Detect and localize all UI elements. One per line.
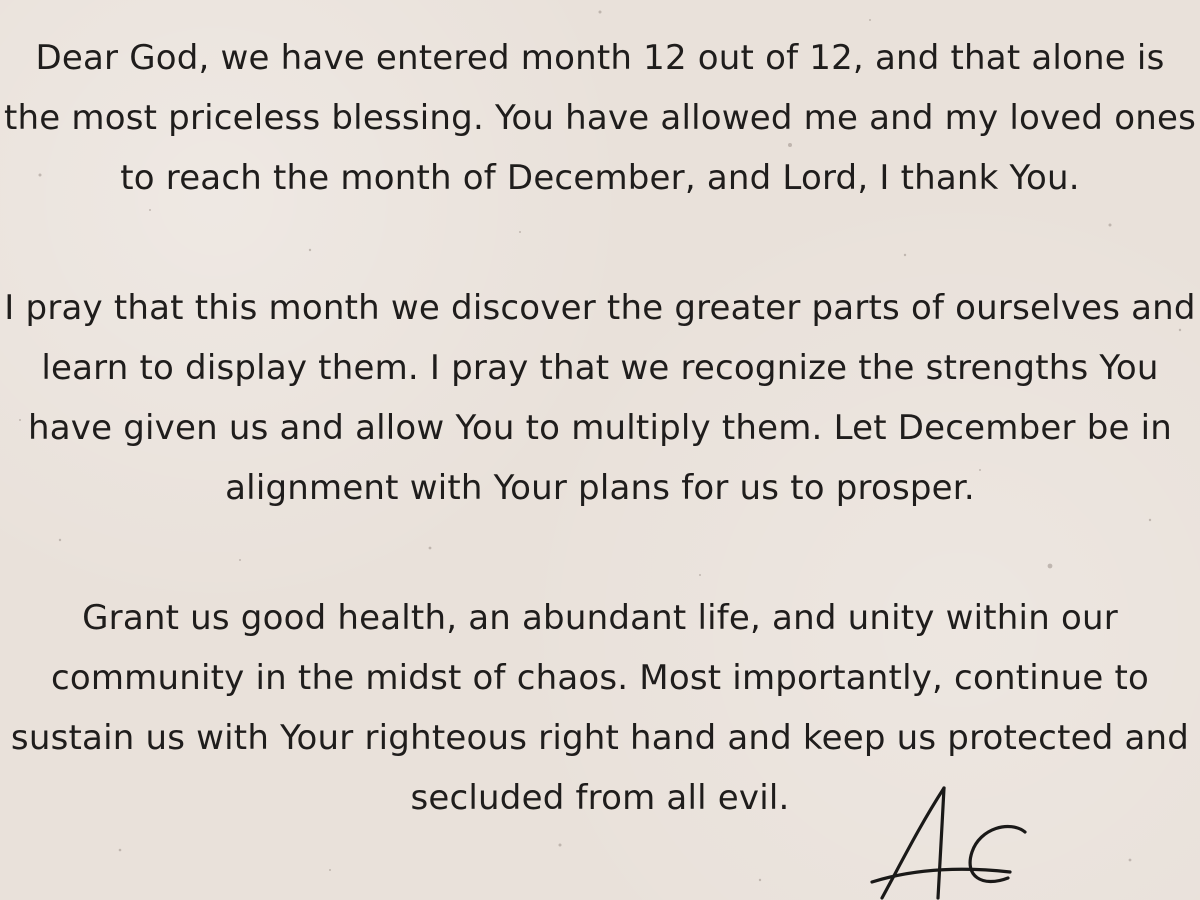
paragraph-line: Grant us good health, an abundant life, and unity within our [82,598,1118,638]
signature-monogram [860,770,1060,900]
paragraph-line: Dear God, we have entered month 12 out of 12, and that alone is [35,38,1165,78]
paragraph-line: to reach the month of December, and Lord, I thank You. [120,158,1080,198]
paragraph-line: alignment with Your plans for us to prosper. [225,468,975,508]
paragraph-line: sustain us with Your righteous right hand and keep us protected and [10,718,1190,758]
paragraph-line: secluded from all evil. [410,778,790,818]
paragraph-line: the most priceless blessing. You have allowed me and my loved ones [4,98,1196,138]
paragraph-line: community in the midst of chaos. Most importantly, continue to [50,658,1150,698]
paragraph-line: I pray that this month we discover the greater parts of ourselves and [4,288,1196,328]
paragraph-line: learn to display them. I pray that we recognize the strengths You [41,348,1159,388]
paragraph-2 [0,278,1200,518]
paragraph-line: have given us and allow You to multiply them. Let December be in [28,408,1172,448]
paragraph-1 [0,28,1200,208]
